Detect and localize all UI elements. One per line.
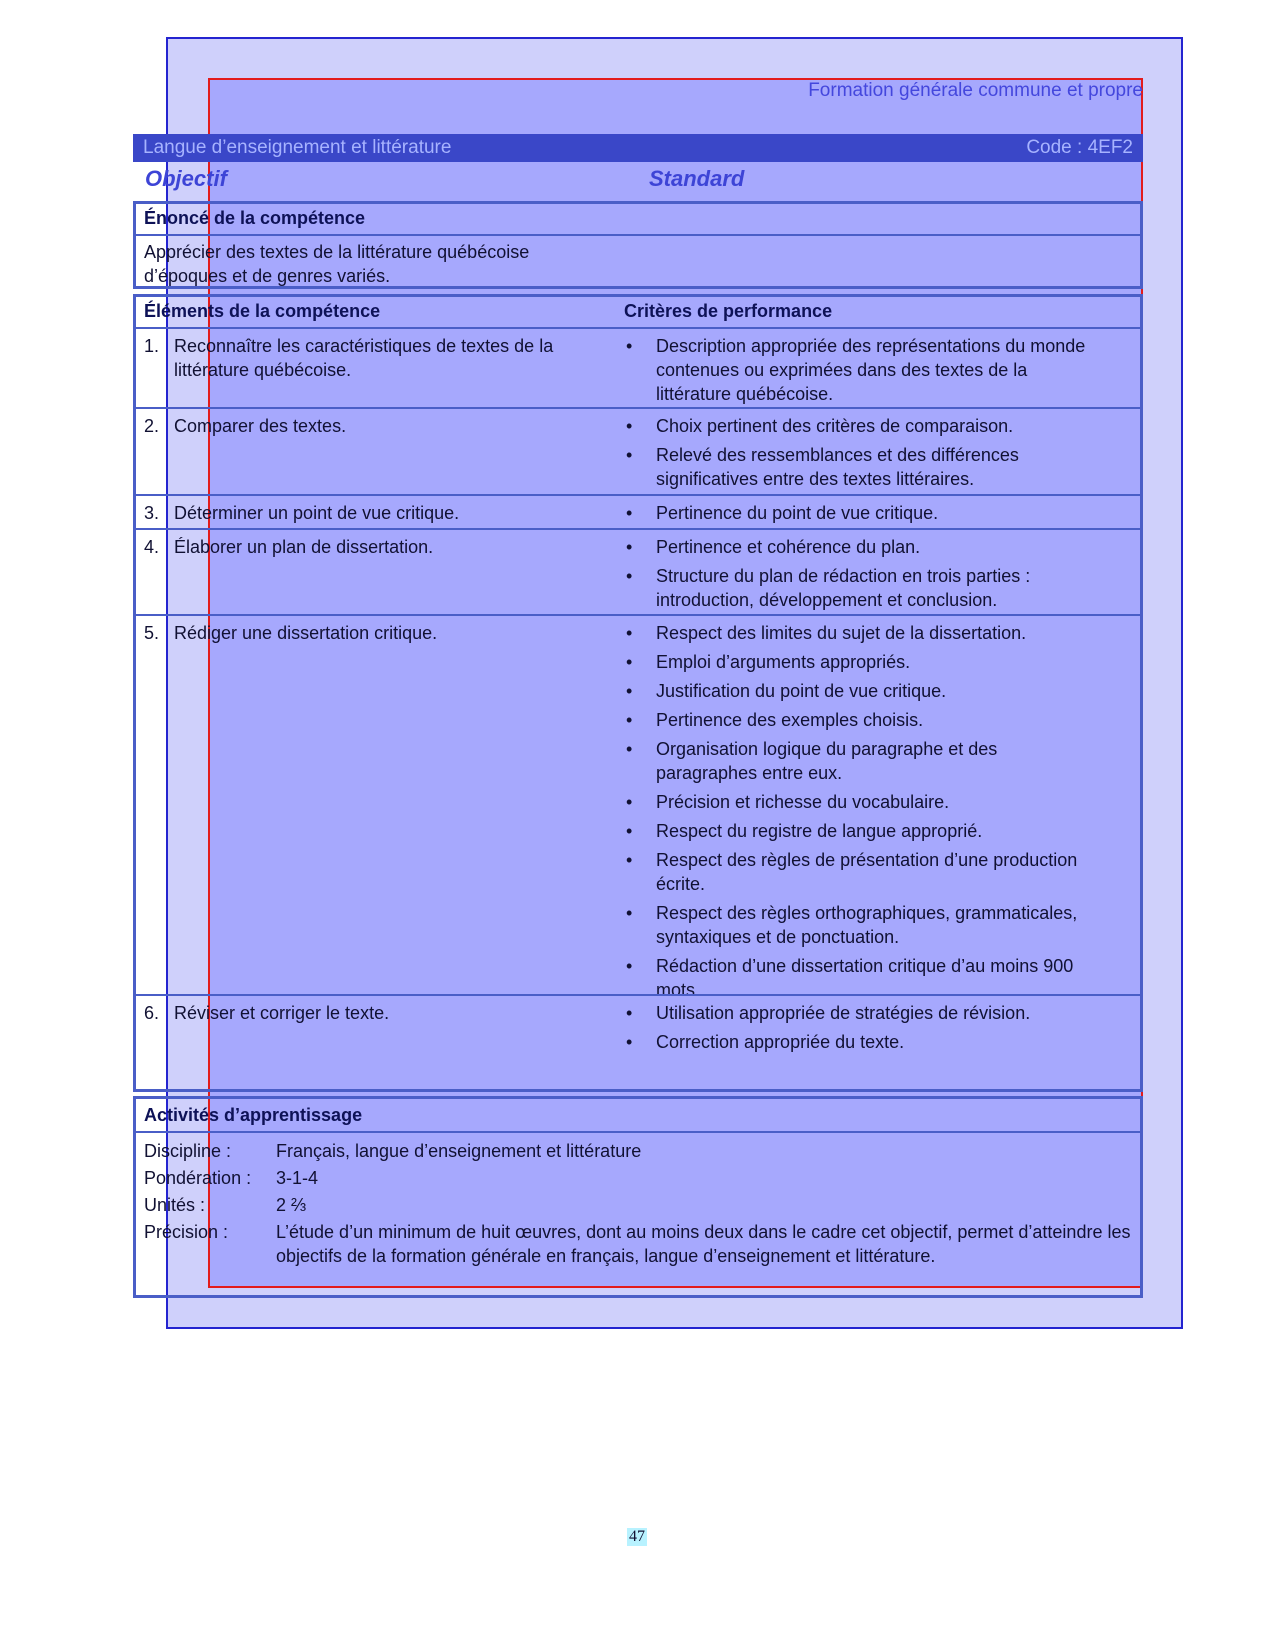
standard-label: Standard bbox=[649, 166, 745, 191]
page-number: 47 bbox=[629, 1528, 645, 1545]
criterion bbox=[624, 708, 1094, 732]
criterion-text: Pertinence et cohérence du plan. bbox=[656, 537, 921, 557]
bullet-icon: • bbox=[626, 903, 633, 923]
activity-value: Français, langue d’enseignement et littérature bbox=[276, 1141, 642, 1161]
bullet-icon: • bbox=[626, 566, 633, 586]
criterion-text: Organisation logique du paragraphe et des paragraphes entre eux. bbox=[656, 739, 998, 783]
activites-title: Activités d’apprentissage bbox=[144, 1105, 363, 1125]
criterion bbox=[624, 679, 1094, 703]
criterion bbox=[624, 848, 1094, 896]
bullet-icon: • bbox=[626, 537, 633, 557]
objective-standard-row bbox=[133, 166, 1143, 196]
bullet-icon: • bbox=[626, 792, 633, 812]
criteria-list bbox=[624, 334, 1094, 411]
element-number: 5. bbox=[144, 623, 160, 643]
bullet-icon: • bbox=[626, 739, 633, 759]
activity-row bbox=[136, 1166, 1140, 1190]
criteria-list bbox=[624, 414, 1094, 496]
element-text bbox=[144, 535, 614, 559]
enonce-text: Apprécier des textes de la littérature québécoise d’époques et de genres variés. bbox=[144, 242, 530, 286]
bullet-icon: • bbox=[626, 681, 633, 701]
criteria-list bbox=[624, 535, 1094, 617]
criterion bbox=[624, 1030, 1094, 1054]
criterion-text: Rédaction d’une dissertation critique d’au moins 900 mots. bbox=[656, 956, 1074, 1000]
criterion bbox=[624, 901, 1094, 949]
criterion bbox=[624, 535, 1094, 559]
element-number: 6. bbox=[144, 1003, 160, 1023]
element-text bbox=[144, 1001, 614, 1025]
criterion-text: Respect du registre de langue approprié. bbox=[656, 821, 983, 841]
activites-rows bbox=[136, 1139, 1140, 1268]
activity-row bbox=[136, 1193, 1140, 1217]
course-header-band bbox=[133, 134, 1143, 162]
bullet-icon: • bbox=[626, 445, 633, 465]
elements-section bbox=[133, 294, 1143, 1092]
bullet-icon: • bbox=[626, 416, 633, 436]
elements-left-header: Éléments de la compétence bbox=[144, 301, 381, 321]
criterion-text: Justification du point de vue critique. bbox=[656, 681, 947, 701]
element-row bbox=[136, 494, 1140, 528]
criterion bbox=[624, 564, 1094, 612]
bullet-icon: • bbox=[626, 850, 633, 870]
element-number: 1. bbox=[144, 336, 160, 356]
activity-value: 3-1-4 bbox=[276, 1168, 319, 1188]
criterion-text: Choix pertinent des critères de comparaison. bbox=[656, 416, 1014, 436]
criterion bbox=[624, 621, 1094, 645]
criterion-text: Respect des limites du sujet de la dissertation. bbox=[656, 623, 1027, 643]
criterion-text: Respect des règles de présentation d’une production écrite. bbox=[656, 850, 1078, 894]
criteria-list bbox=[624, 501, 1094, 530]
element-text bbox=[144, 334, 614, 382]
element-label: Déterminer un point de vue critique. bbox=[174, 503, 460, 523]
element-rows bbox=[136, 327, 1140, 1057]
criterion bbox=[624, 334, 1094, 406]
document-content bbox=[133, 80, 1143, 1300]
element-row bbox=[136, 327, 1140, 407]
element-row bbox=[136, 614, 1140, 1000]
bullet-icon: • bbox=[626, 710, 633, 730]
element-number: 4. bbox=[144, 537, 160, 557]
criterion-text: Structure du plan de rédaction en trois parties : introduction, développement et conclusion. bbox=[656, 566, 1031, 610]
bullet-icon: • bbox=[626, 652, 633, 672]
criterion bbox=[624, 1001, 1094, 1025]
activity-label: Pondération : bbox=[144, 1168, 252, 1188]
element-text bbox=[144, 621, 614, 645]
criterion bbox=[624, 819, 1094, 843]
criterion bbox=[624, 737, 1094, 785]
element-label: Rédiger une dissertation critique. bbox=[174, 623, 438, 643]
element-label: Comparer des textes. bbox=[174, 416, 347, 436]
element-number: 3. bbox=[144, 503, 160, 523]
element-label: Reconnaître les caractéristiques de textes de la littérature québécoise. bbox=[174, 336, 554, 380]
criterion-text: Emploi d’arguments appropriés. bbox=[656, 652, 911, 672]
criterion-text: Relevé des ressemblances et des différences significatives entre des textes littéraires. bbox=[656, 445, 1019, 489]
criterion bbox=[624, 650, 1094, 674]
bullet-icon: • bbox=[626, 821, 633, 841]
activity-label: Précision : bbox=[144, 1222, 229, 1242]
element-number: 2. bbox=[144, 416, 160, 436]
criterion-text: Correction appropriée du texte. bbox=[656, 1032, 905, 1052]
formation-title: Formation générale commune et propre bbox=[808, 80, 1143, 101]
bullet-icon: • bbox=[626, 1003, 633, 1023]
elements-right-header: Critères de performance bbox=[624, 301, 833, 321]
bullet-icon: • bbox=[626, 503, 633, 523]
activity-label: Discipline : bbox=[144, 1141, 232, 1161]
element-row bbox=[136, 528, 1140, 614]
objectif-label: Objectif bbox=[145, 166, 227, 191]
enonce-title: Énoncé de la compétence bbox=[144, 208, 366, 228]
criterion bbox=[624, 790, 1094, 814]
criterion-text: Utilisation appropriée de stratégies de révision. bbox=[656, 1003, 1031, 1023]
course-code: Code : 4EF2 bbox=[1026, 137, 1133, 158]
criteria-list bbox=[624, 1001, 1094, 1059]
course-subject: Langue d’enseignement et littérature bbox=[143, 137, 452, 158]
criterion bbox=[624, 414, 1094, 438]
bullet-icon: • bbox=[626, 336, 633, 356]
element-row bbox=[136, 994, 1140, 1057]
activity-row bbox=[136, 1220, 1140, 1268]
element-label: Élaborer un plan de dissertation. bbox=[174, 537, 434, 557]
activity-value: 2 ⅔ bbox=[276, 1195, 307, 1215]
activity-label: Unités : bbox=[144, 1195, 206, 1215]
bullet-icon: • bbox=[626, 956, 633, 976]
element-row bbox=[136, 407, 1140, 494]
activity-value: L’étude d’un minimum de huit œuvres, dont au moins deux dans le cadre cet objectif, permet d’atteindre les objectifs de la formation générale en français, langue d’enseignement et littérature. bbox=[276, 1222, 1131, 1266]
element-label: Réviser et corriger le texte. bbox=[174, 1003, 390, 1023]
element-text bbox=[144, 501, 614, 525]
bullet-icon: • bbox=[626, 1032, 633, 1052]
criterion-text: Respect des règles orthographiques, grammaticales, syntaxiques et de ponctuation. bbox=[656, 903, 1078, 947]
elements-header bbox=[136, 297, 1140, 327]
criterion-text: Pertinence des exemples choisis. bbox=[656, 710, 924, 730]
activity-row bbox=[136, 1139, 1140, 1163]
activites-section bbox=[133, 1096, 1143, 1298]
criterion-text: Pertinence du point de vue critique. bbox=[656, 503, 939, 523]
element-text bbox=[144, 414, 614, 438]
criterion-text: Description appropriée des représentations du monde contenues ou exprimées dans des textes de la littérature québécoise. bbox=[656, 336, 1086, 404]
criterion-text: Précision et richesse du vocabulaire. bbox=[656, 792, 950, 812]
criteria-list bbox=[624, 621, 1094, 1007]
criterion bbox=[624, 501, 1094, 525]
enonce-section bbox=[133, 201, 1143, 289]
bullet-icon: • bbox=[626, 623, 633, 643]
criterion bbox=[624, 443, 1094, 491]
